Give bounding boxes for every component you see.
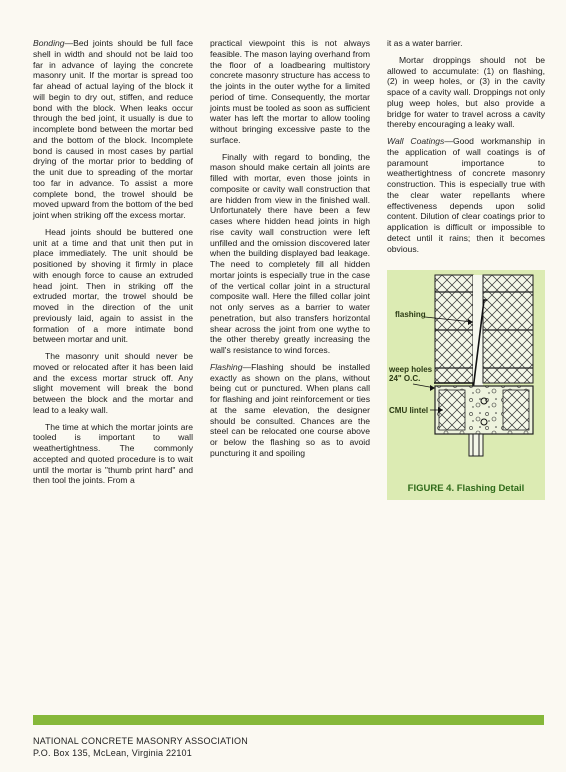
figure-caption: FIGURE 4. Flashing Detail (407, 483, 525, 494)
text-column-1 (33, 38, 193, 492)
brick-wythe (435, 275, 473, 383)
paragraph-finally: Finally with regard to bonding, the mason should make certain all joints are filled with mortar, even those joints in composite or cavity wall construction that are hidden from view in the finished wall. Unfortunately there have been a few cases where hidden head joints in high rise cavity wall construction were left unfilled and the omission discovered later when the building displayed bad leakage. The need to completely fill all hidden mortar joints is especially true in the case of the vertical collar joint in a structural composite wall. Here the filled collar joint not only serves as a barrier to water penetration, but also transfers horizontal shear across the joint from one wythe to the other thereby greatly increasing the wall's resistance to wind forces. (210, 151, 370, 355)
paragraph-text: —Good workmanship in the application of wall coatings is of paramount importance to weathertightness of concrete masonry construction. This is especially true with the clear water repellants where effectiveness depends upon solid content. Dilution of clear coatings prior to application is difficult or impossible to detect until it rains; then it becomes obvious. (387, 136, 545, 254)
paragraph-flashing (210, 362, 370, 459)
paragraph-bonding (33, 38, 193, 221)
label-weep-holes: weep holes (389, 365, 433, 374)
label-weep-spacing: 24" O.C. (389, 374, 421, 383)
paragraph-wall-coatings (387, 136, 545, 254)
footer-organization: NATIONAL CONCRETE MASONRY ASSOCIATION (33, 736, 248, 746)
footer-divider-bar (33, 715, 544, 725)
heading-flashing: Flashing (210, 361, 243, 372)
heading-bonding: Bonding (33, 38, 65, 48)
text-column-2 (210, 38, 370, 465)
window-frame (469, 434, 483, 456)
flashing-detail-drawing (387, 270, 545, 500)
paragraph-tooling: The time at which the mortar joints are tooled is important to wall weathertightness. The commonly accepted and quoted procedure is to wait until the mortar is "thumb print hard" and then tool the joints. From a (33, 421, 193, 486)
paragraph-unit-movement: The masonry unit should never be moved or relocated after it has been laid and the excess mortar struck off. Any slight movement will break the bond between the block and the mortar and lead to a leaky wall. (33, 351, 193, 415)
paragraph-water-barrier: it as a water barrier. (387, 38, 463, 48)
label-flashing: flashing (395, 310, 426, 319)
label-cmu-lintel: CMU lintel (389, 406, 429, 415)
paragraph-practical: practical viewpoint this is not always feasible. The mason laying overhand from the floor of a loadbearing multistory concrete masonry structure has access to the joints in the outer wythe for a limited period of time. Consequently, the mortar joints must be tooled as soon as sufficient water has left the mortar to allow tooling without bringing excessive paste to the surface. (210, 38, 370, 145)
paragraph-text: —Flashing should be installed exactly as shown on the plans, without being cut or punctured. When plans call for flashing and joint reinforcement or ties at the same elevation, the designer should be consulted. Chances are the steel can be relocated one course above or below the flashing so as to avoid puncturing it and spoiling (210, 361, 370, 458)
figure-flashing-detail (387, 270, 545, 500)
paragraph-mortar-droppings: Mortar droppings should not be allowed to accumulate: (1) on flashing, (2) in weep holes, or (3) in the cavity space of a cavity wall. Droppings not only plug weep holes, but also provide a bridge for water to travel across a cavity thereby encouraging a leaky wall. (387, 54, 545, 130)
paragraph-head-joints: Head joints should be buttered one unit at a time and that unit then put in place immediately. The unit should be positioned by shoving it firmly in place with enough force to cause an extruded head joint. Then in striking off the extruded mortar, the trowel should be moved in the direction of the unit previously laid, again to assist in the formation of a more intimate bond between mortar and unit. (33, 226, 193, 345)
footer-address: P.O. Box 135, McLean, Virginia 22101 (33, 748, 192, 758)
block-wythe (483, 275, 533, 383)
text-column-3 (387, 38, 545, 260)
heading-wall-coatings: Wall Coatings (387, 136, 445, 146)
paragraph-text: —Bed joints should be full face shell in width and should not be laid too far in advance of laying the concrete masonry unit. If the mortar is spread too far ahead of actual laying of the block it will begin to dry out, stiffen, and reduce bond with the block. When leaks occur through the bed joint, it usually is due to incomplete bond between the mortar bed and the bottom of the block. Incomplete bond is caused in most cases by partial drying of the mortar prior to bedding of the unit due to spreading of the mortar too far in advance. To assist a more complete bond, the trowel should be moved upward from the bottom of the bed joint when striking off the excess mortar. (33, 38, 193, 220)
footer (33, 735, 248, 759)
